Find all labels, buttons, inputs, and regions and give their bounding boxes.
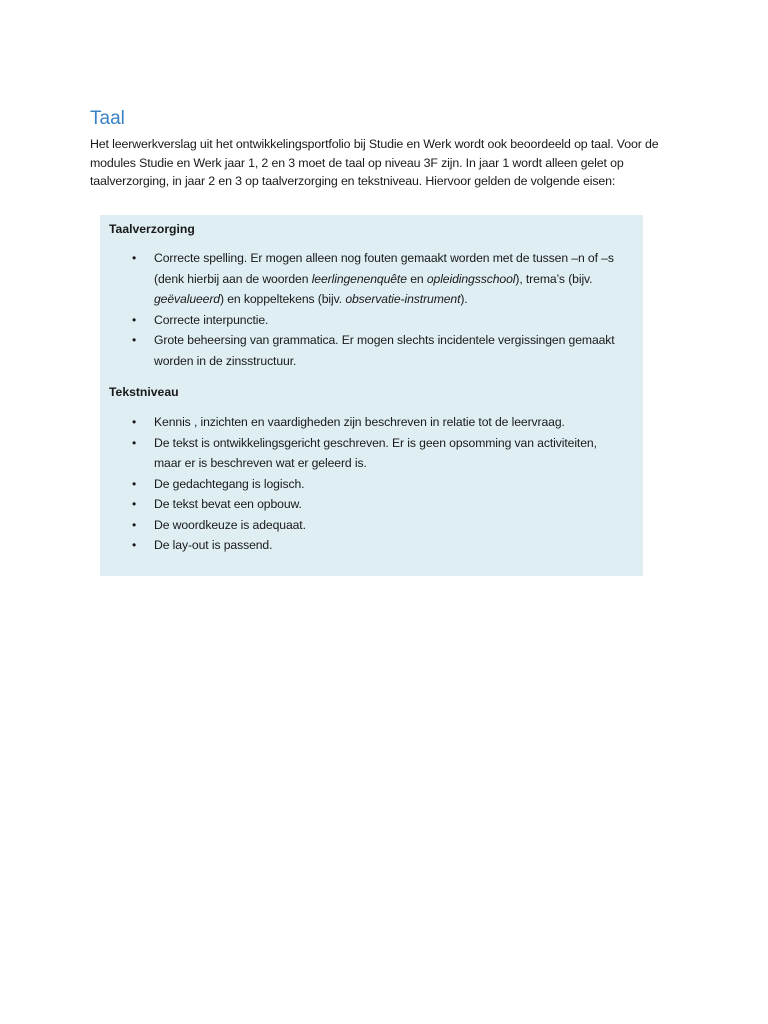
item-text: De tekst bevat een opbouw. xyxy=(154,497,302,511)
bullet-icon: • xyxy=(132,497,137,511)
taalverzorging-title: Taalverzorging xyxy=(109,222,195,236)
italic-term: geëvalueerd xyxy=(154,292,220,306)
italic-term: leerlingenenquête xyxy=(311,271,407,286)
taalverzorging-list xyxy=(100,248,643,371)
intro-paragraph: Het leerwerkverslag uit het ontwikkelingsportfolio bij Studie en Werk wordt ook beoordeeld op taal. Voor de modules Studie en Werk jaar 1, 2 en 3 moet de taal op niveau 3F zijn. In jaar 1 wordt alleen gelet op taalverzorging, in jaar 2 en 3 op taalverzorging en tekstniveau. Hiervoor gelden de volgende eisen: xyxy=(90,137,659,189)
item-text: De tekst is ontwikkelingsgericht geschreven. Er is geen opsomming van activiteiten, maar er is beschreven wat er geleerd is. xyxy=(154,435,597,470)
bullet-icon: • xyxy=(132,517,137,532)
item-text: De lay-out is passend. xyxy=(154,538,273,552)
bullet-icon: • xyxy=(132,333,137,347)
tekstniveau-list xyxy=(100,412,643,556)
item-text: Grote beheersing van grammatica. Er mogen slechts incidentele vergissingen gemaakt worden in de zinsstructuur. xyxy=(154,333,615,368)
item-text: ). xyxy=(460,292,468,306)
item-text: De woordkeuze is adequaat. xyxy=(154,517,306,532)
list-item xyxy=(100,330,643,371)
item-text: en xyxy=(406,271,427,286)
item-text: ) en koppeltekens (bijv. xyxy=(220,292,346,306)
italic-term: observatie-instrument xyxy=(345,292,461,306)
list-item xyxy=(100,494,643,515)
bullet-icon: • xyxy=(132,415,137,429)
bullet-icon: • xyxy=(132,435,137,450)
section-heading: Taal xyxy=(90,108,125,129)
item-text: Correcte spelling. Er mogen alleen nog fouten gemaakt worden met de tussen –n of –s (denk hierbij aan de woorden xyxy=(154,251,614,286)
bullet-icon: • xyxy=(132,312,137,327)
bullet-icon: • xyxy=(132,476,137,491)
item-text: Kennis , inzichten en vaardigheden zijn beschreven in relatie tot de leervraag. xyxy=(154,415,565,429)
bullet-icon: • xyxy=(132,251,137,265)
list-item xyxy=(100,310,643,331)
list-item xyxy=(100,433,643,474)
list-item xyxy=(100,248,643,310)
list-item xyxy=(100,535,643,556)
tekstniveau-title: Tekstniveau xyxy=(109,385,179,399)
item-text: ), trema’s (bijv. xyxy=(515,271,593,286)
list-item xyxy=(100,412,643,433)
requirements-box xyxy=(100,215,643,576)
list-item xyxy=(100,515,643,536)
bullet-icon: • xyxy=(132,538,137,552)
item-text: De gedachtegang is logisch. xyxy=(154,476,305,491)
item-text: Correcte interpunctie. xyxy=(154,312,269,327)
italic-term: opleidingsschool xyxy=(426,271,516,286)
list-item xyxy=(100,474,643,495)
